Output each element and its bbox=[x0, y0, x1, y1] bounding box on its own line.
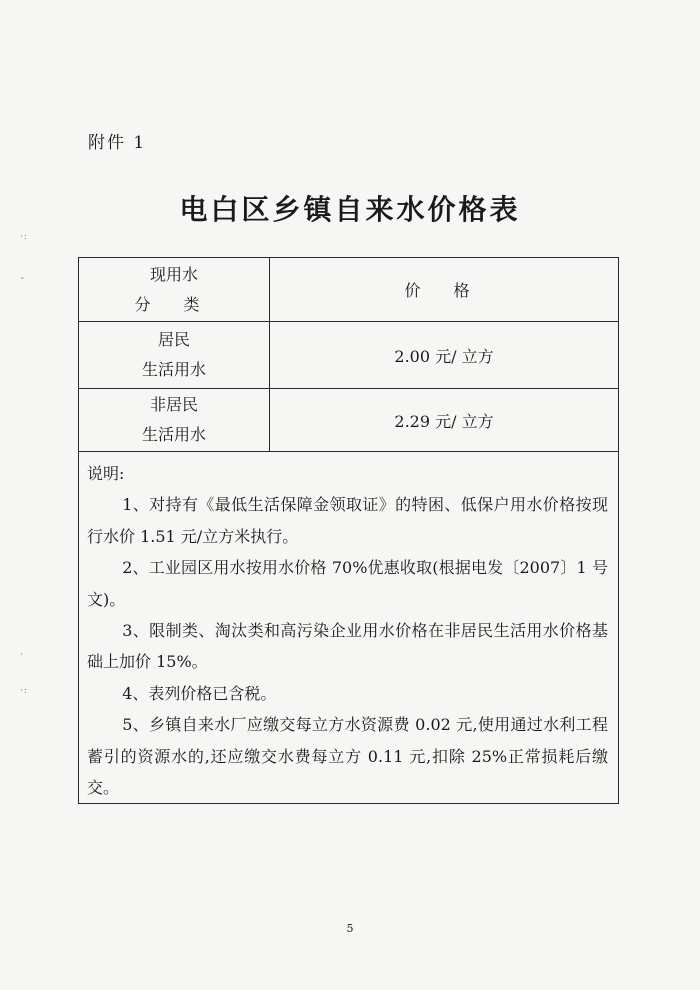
notes-heading: 说明: bbox=[87, 464, 125, 483]
category-header-line2: 分 类 bbox=[134, 294, 214, 314]
note-item-4: 4、表列价格已含税。 bbox=[122, 683, 277, 703]
table-row bbox=[79, 389, 619, 452]
category-cell bbox=[79, 389, 270, 452]
price-cell: 2.00 元/ 立方 bbox=[270, 322, 619, 389]
scan-speck: · bbox=[20, 650, 24, 660]
category-header-cell bbox=[79, 258, 270, 322]
notes-cell bbox=[79, 452, 619, 804]
category-line2: 生活用水 bbox=[141, 360, 206, 379]
price-cell: 2.29 元/ 立方 bbox=[270, 389, 619, 452]
price-header-cell: 价 格 bbox=[270, 258, 619, 322]
category-header-line1: 现用水 bbox=[149, 264, 198, 284]
notes-row bbox=[79, 452, 619, 804]
category-line1: 居民 bbox=[157, 330, 190, 349]
page-number: 5 bbox=[346, 922, 354, 935]
scan-speck: ·: bbox=[20, 686, 28, 696]
category-line1: 非居民 bbox=[149, 395, 198, 414]
scan-speck: ˇ bbox=[20, 278, 26, 288]
scan-speck: ·: bbox=[20, 232, 28, 242]
note-item-5: 5、乡镇自来水厂应缴交每立方水资源费 0.02 元,使用通过水利工程蓄引的资源水的,还应缴交水费每立方 0.11 元,扣除 25%正常损耗后缴交。 bbox=[87, 715, 608, 798]
table-header-row bbox=[79, 258, 619, 322]
note-item-2: 2、工业园区用水按用水价格 70%优惠收取(根据电发〔2007〕1 号文)。 bbox=[87, 558, 608, 609]
table-row bbox=[79, 322, 619, 389]
note-item-3: 3、限制类、淘汰类和高污染企业用水价格在非居民生活用水价格基础上加价 15%。 bbox=[87, 621, 608, 672]
note-item-1: 1、对持有《最低生活保障金领取证》的特困、低保户用水价格按现行水价 1.51 元/立方米执行。 bbox=[87, 495, 608, 546]
attachment-label: 附件 1 bbox=[88, 133, 147, 153]
category-cell bbox=[79, 322, 270, 389]
page-title: 电白区乡镇自来水价格表 bbox=[179, 193, 521, 226]
category-line2: 生活用水 bbox=[141, 425, 206, 444]
water-price-table bbox=[78, 257, 619, 804]
